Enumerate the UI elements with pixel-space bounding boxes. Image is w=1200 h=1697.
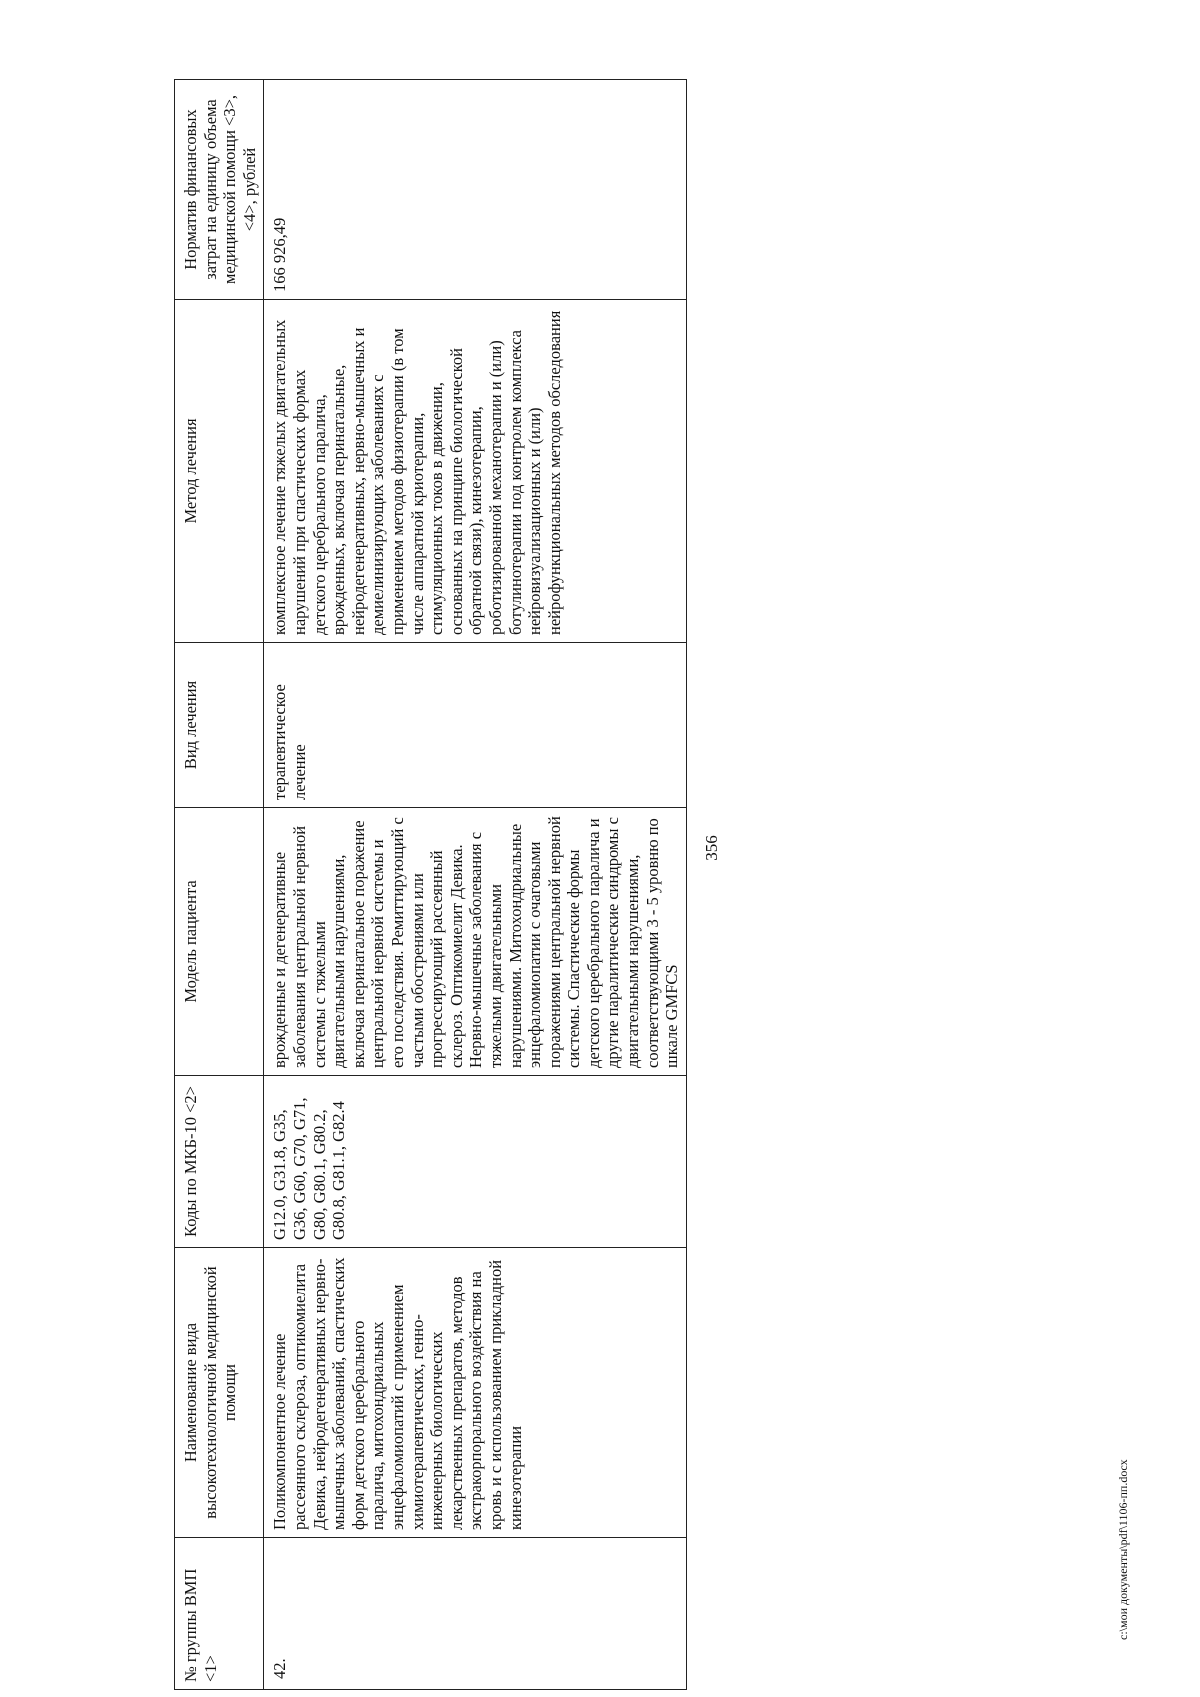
cell-group-number: 42. [264,1538,686,1690]
header-vmp-name: Наименование вида высокотехнологичной медицинской помощи [175,1248,264,1538]
cell-treatment-type: терапевтическое лечение [264,643,686,808]
table-header-row [175,80,264,1690]
footer-file-path: c:\мои документы\pdf\1106-пп.docx [1116,1459,1130,1640]
header-treatment-method: Метод лечения [175,300,264,643]
header-patient-model: Модель пациента [175,808,264,1076]
cell-patient-model: врожденные и дегенеративные заболевания центральной нервной системы с тяжелыми двигательными нарушениями, включая перинатальное поражение центральной нервной системы и его последствия. Ремиттирующий с частыми обострениями или прогрессирующий рассеянный склероз. Оптикомиелит Девика. Нервно-мышечные заболевания с тяжелыми двигательными нарушениями. Митохондриальные энцефаломиопатии с очаговыми поражениями центральной нервной системы. Спастические формы детского церебрального паралича и другие паралитические синдромы с двигательными нарушениями, соответствующими 3 - 5 уровню по шкале GMFCS [264,808,686,1076]
page-number: 356 [702,835,721,861]
cell-icd-codes: G12.0, G31.8, G35, G36, G60, G70, G71, G80, G80.1, G80.2, G80.8, G81.1, G82.4 [264,1076,686,1248]
cell-treatment-method: комплексное лечение тяжелых двигательных нарушений при спастических формах детского церебрального паралича, врожденных, включая перинатальные, нейродегенеративных, нервно-мышечных и демиелинизирующих заболеваниях с применением методов физиотерапии (в том числе аппаратной криотерапии, стимуляционных токов в движении, основанных на принципе биологической обратной связи), кинезотерапии, роботизированной механотерапии и (или) ботулинотерапии под контролем комплекса нейровизуализационных и (или) нейрофункциональных методов обследования [264,300,686,643]
header-group-number: № группы ВМП <1> [175,1538,264,1690]
cell-vmp-name: Поликомпонентное лечение рассеянного склероза, оптикомиелита Девика, нейродегенеративных нервно-мышечных заболеваний, спастических форм детского церебрального паралича, митохондриальных энцефаломиопатий с применением химиотерапевтических, генно-инженерных биологических лекарственных препаратов, методов экстракорпорального воздействия на кровь и с использованием прикладной кинезотерапии [264,1248,686,1538]
table-row [264,80,686,1690]
vmp-table-wrapper [174,80,682,1690]
cell-cost-standard: 166 926,49 [264,80,686,300]
vmp-table [174,79,687,1690]
header-icd-codes: Коды по МКБ-10 <2> [175,1076,264,1248]
header-cost-standard: Норматив финансовых затрат на единицу объема медицинской помощи <3>, <4>, рублей [175,80,264,300]
header-treatment-type: Вид лечения [175,643,264,808]
